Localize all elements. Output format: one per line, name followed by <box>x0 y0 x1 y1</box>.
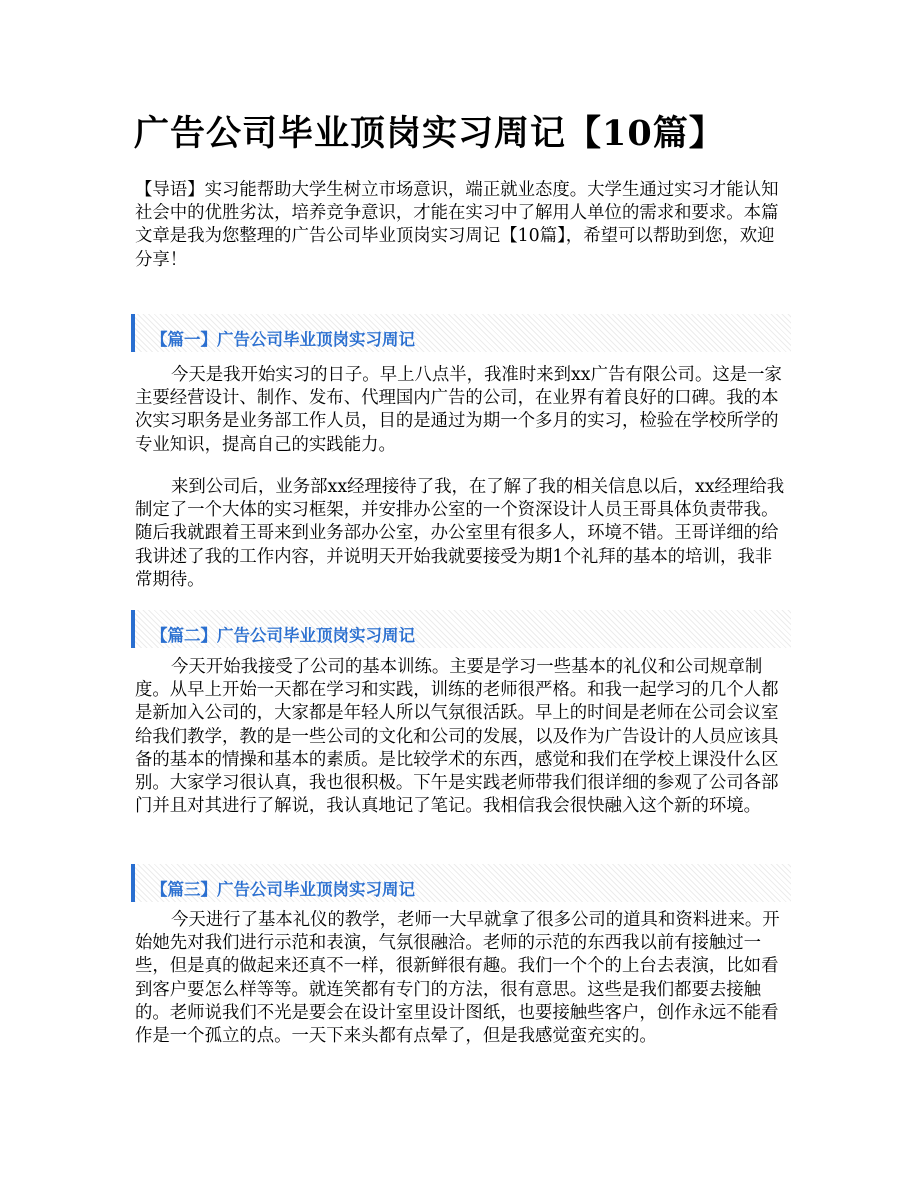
document-title: 广告公司毕业顶岗实习周记【10篇】 <box>134 113 725 154</box>
section-2-paragraph-1: 今天开始我接受了公司的基本训练。主要是学习一些基本的礼仪和公司规章制度。从早上开始一天都在学习和实践，训练的老师很严格。和我一起学习的几个人都是新加入公司的，大家都是年轻人所以气氛很活跃。早上的时间是老师在公司会议室给我们教学，教的是一些公司的文化和公司的发展，以及作为广告设计的人员应该具备的基本的情操和基本的素质。是比较学术的东西，感觉和我们在学校上课没什么区别。大家学习很认真，我也很积极。下午是实践老师带我们很详细的参观了公司各部门并且对其进行了解说，我认真地记了笔记。我相信我会很快融入这个新的环境。 <box>135 657 779 817</box>
section-header-2 <box>131 610 791 648</box>
intro-paragraph: 【导语】实习能帮助大学生树立市场意识，端正就业态度。大学生通过实习才能认知社会中的优胜劣汰，培养竞争意识，才能在实习中了解用人单位的需求和要求。本篇文章是我为您整理的广告公司毕业顶岗实习周记【10篇】，希望可以帮助到您，欢迎分享！ <box>135 180 779 270</box>
section-1-paragraph-2: 来到公司后，业务部xx经理接待了我，在了解了我的相关信息以后，xx经理给我制定了一个大体的实习框架，并安排办公室的一个资深设计人员王哥具体负责带我。随后我就跟着王哥来到业务部办公室，办公室里有很多人，环境不错。王哥详细的给我讲述了我的工作内容，并说明天开始我就要接受为期1个礼拜的基本的培训，我非常期待。 <box>135 477 785 590</box>
section-header-3 <box>131 864 791 902</box>
section-3-paragraph-1: 今天进行了基本礼仪的教学，老师一大早就拿了很多公司的道具和资料进来。开始她先对我们进行示范和表演，气氛很融洽。老师的示范的东西我以前有接触过一些，但是真的做起来还真不一样，很新鲜很有趣。我们一个个的上台去表演，比如看到客户要怎么样等等。就连笑都有专门的方法，很有意思。这些是我们都要去接触的。老师说我们不光是要会在设计室里设计图纸，也要接触些客户，创作永远不能看作是一个孤立的点。一天下来头都有点晕了，但是我感觉蛮充实的。 <box>135 910 780 1047</box>
section-1-paragraph-1: 今天是我开始实习的日子。早上八点半，我准时来到xx广告有限公司。这是一家主要经营设计、制作、发布、代理国内广告的公司，在业界有着良好的口碑。我的本次实习职务是业务部工作人员，目的是通过为期一个多月的实习，检验在学校所学的专业知识，提高自己的实践能力。 <box>135 365 782 455</box>
section-heading-2: 【篇二】广告公司毕业顶岗实习周记 <box>151 626 415 645</box>
section-heading-1: 【篇一】广告公司毕业顶岗实习周记 <box>151 330 415 349</box>
section-header-1 <box>131 314 791 352</box>
section-heading-3: 【篇三】广告公司毕业顶岗实习周记 <box>151 880 415 899</box>
